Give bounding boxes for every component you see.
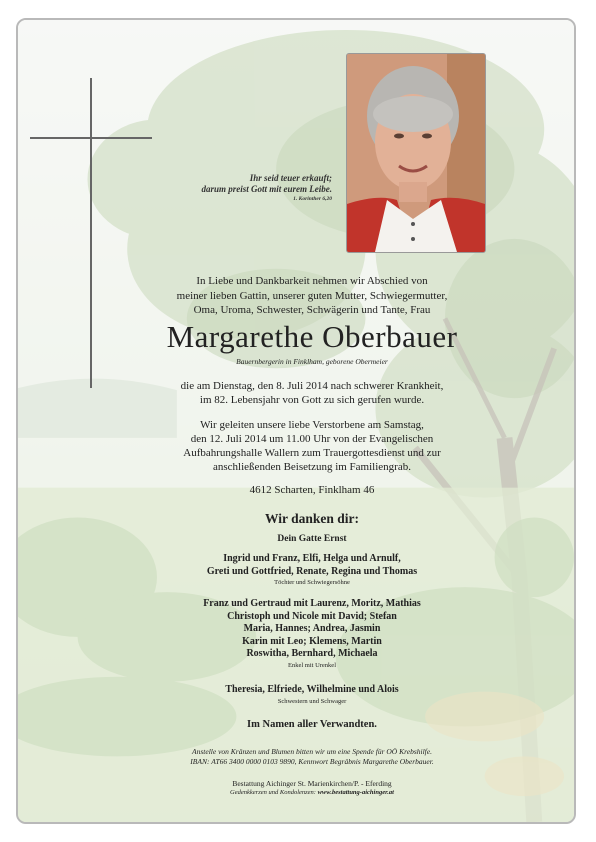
death-notice xyxy=(140,379,484,407)
cross-icon xyxy=(90,78,92,388)
donation-line: IBAN: AT66 3400 0000 0103 9890, Kennwort Begräbnis Margarethe Oberbauer. xyxy=(190,757,434,766)
grandchildren-group xyxy=(140,598,484,670)
closing-line: Im Namen aller Verwandten. xyxy=(247,719,377,730)
death-line: im 82. Lebensjahr von Gott zu sich gerufen wurde. xyxy=(199,394,425,406)
funeral-line: Wir geleiten unsere liebe Verstorbene am Samstag, xyxy=(200,419,424,431)
thanks-heading: Wir danken dir: xyxy=(264,511,360,526)
undertaker-name: Bestattung Aichinger St. Marienkirchen/P. - Eferding xyxy=(232,779,392,788)
death-line: die am Dienstag, den 8. Juli 2014 nach schwerer Krankheit, xyxy=(180,380,444,392)
verse-reference: 1. Korinther 6,20 xyxy=(293,196,332,202)
children-group xyxy=(140,553,484,587)
portrait-photo xyxy=(346,53,486,253)
bible-verse xyxy=(120,173,332,203)
family-names: Christoph und Nicole mit David; Stefan xyxy=(227,610,397,622)
intro-line: In Liebe und Dankbarkeit nehmen wir Abschied von xyxy=(196,275,428,287)
family-names: Karin mit Leo; Klemens, Martin xyxy=(242,635,382,647)
deceased-name: Margarethe Oberbauer xyxy=(166,319,458,354)
verse-line: Ihr seid teuer erkauft; xyxy=(249,173,332,183)
family-names: Ingrid und Franz, Elfi, Helga und Arnulf, xyxy=(223,553,401,564)
siblings-group xyxy=(140,684,484,706)
donation-request xyxy=(140,747,484,767)
contact-label: Gedenkkerzen und Kondolenzen: xyxy=(230,789,316,796)
family-role: Töchter und Schwiegersöhne xyxy=(274,579,350,586)
cross-bar xyxy=(30,137,152,139)
family-role: Enkel mit Urenkel xyxy=(287,661,336,669)
family-names: Franz und Gertraud mit Laurenz, Moritz, Mathias xyxy=(203,598,421,609)
family-names: Maria, Hannes; Andrea, Jasmin xyxy=(243,623,381,634)
funeral-line: den 12. Juli 2014 um 11.00 Uhr von der Evangelischen xyxy=(190,433,434,445)
funeral-notice xyxy=(140,418,484,474)
family-names: Greti und Gottfried, Renate, Regina und Thomas xyxy=(206,565,418,577)
family-names: Theresia, Elfriede, Wilhelmine und Alois xyxy=(225,684,399,695)
intro-line: Oma, Uroma, Schwester, Schwägerin und Tante, Frau xyxy=(193,304,431,316)
intro-line: meiner lieben Gattin, unserer guten Mutter, Schwiegermutter, xyxy=(176,289,448,302)
website-link[interactable]: www.bestattung-aichinger.at xyxy=(317,789,394,796)
donation-line: Anstelle von Kränzen und Blumen bitten wir um eine Spende für OÖ Krebshilfe. xyxy=(192,747,432,756)
undertaker-contact xyxy=(140,788,484,797)
deceased-subtitle: Bauernbergerin in Finklham, geborene Obermeier xyxy=(236,357,388,366)
family-role: Schwestern und Schwager xyxy=(277,697,347,705)
verse-line: darum preist Gott mit eurem Leibe. xyxy=(201,184,332,194)
address: 4612 Scharten, Finklham 46 xyxy=(249,484,375,496)
spouse: Dein Gatte Ernst xyxy=(277,534,347,544)
funeral-line: Aufbahrungshalle Wallern zum Trauergottesdienst und zur xyxy=(183,447,441,459)
funeral-line: anschließenden Beisetzung im Familiengrab. xyxy=(213,461,411,473)
undertaker-info xyxy=(140,779,484,797)
intro-text xyxy=(140,274,484,318)
family-names: Roswitha, Bernhard, Michaela xyxy=(246,648,378,659)
